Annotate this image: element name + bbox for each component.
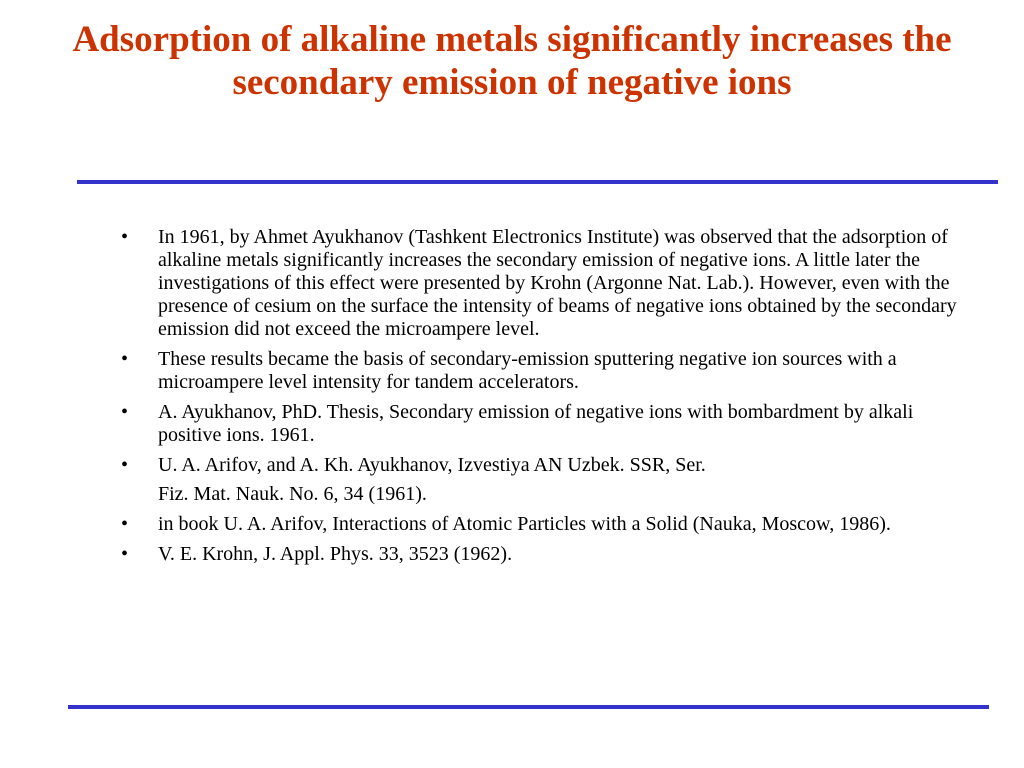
bullet-text: in book U. A. Arifov, Interactions of Atomic Particles with a Solid (Nauka, Moscow, 1986). <box>158 513 891 535</box>
bullet-item-3 <box>121 401 978 447</box>
bullet-text: A. Ayukhanov, PhD. Thesis, Secondary emission of negative ions with bombardment by alkali positive ions. 1961. <box>158 401 914 446</box>
top-divider <box>77 180 998 184</box>
bullet-item-6 <box>121 543 978 566</box>
bullet-text: U. A. Arifov, and A. Kh. Ayukhanov, Izvestiya AN Uzbek. SSR, Ser. <box>158 454 706 476</box>
bullet-icon: • <box>121 513 129 535</box>
bullet-icon: • <box>121 401 129 423</box>
slide-title: Adsorption of alkaline metals significantly increases the secondary emission of negative ions <box>72 19 952 103</box>
bullet-item-4 <box>121 454 978 506</box>
bullet-icon: • <box>121 348 129 370</box>
bullet-icon: • <box>121 543 129 565</box>
bullet-icon: • <box>121 226 129 248</box>
bullet-text: V. E. Krohn, J. Appl. Phys. 33, 3523 (1962). <box>158 543 513 565</box>
bullet-list <box>121 226 978 573</box>
bottom-divider <box>68 705 989 709</box>
bullet-item-1 <box>121 226 978 341</box>
bullet-item-2 <box>121 348 978 394</box>
bullet-item-5 <box>121 513 978 536</box>
bullet-icon: • <box>121 454 129 476</box>
bullet-text: These results became the basis of secondary-emission sputtering negative ion sources with a microampere level intensity for tandem accelerators. <box>158 348 897 393</box>
bullet-text: In 1961, by Ahmet Ayukhanov (Tashkent Electronics Institute) was observed that the adsorption of alkaline metals significantly increases the secondary emission of negative ions. A little later the investigations of this effect were presented by Krohn (Argonne Nat. Lab.). However, even with the presence of cesium on the surface the intensity of beams of negative ions obtained by the secondary emission did not exceed the microampere level. <box>158 226 957 340</box>
bullet-continuation: Fiz. Mat. Nauk. No. 6, 34 (1961). <box>158 483 427 505</box>
